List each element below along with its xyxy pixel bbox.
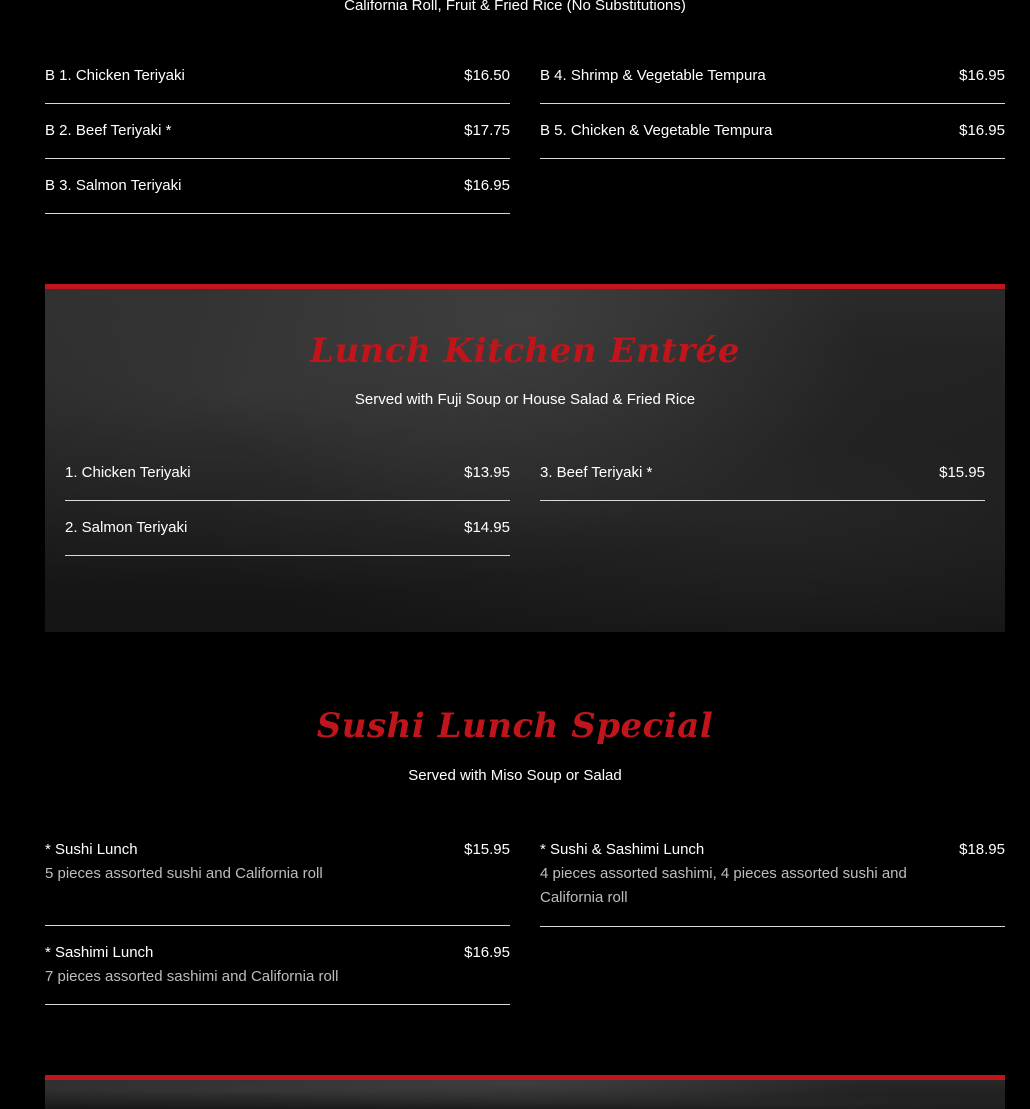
item-name: B 2. Beef Teriyaki * (45, 122, 172, 139)
item-name: B 3. Salmon Teriyaki (45, 177, 182, 194)
section-title: Sushi Lunch Special (316, 706, 714, 746)
sushi-lunch-left-column (45, 838, 510, 1005)
menu-item (65, 501, 510, 556)
item-description: 7 pieces assorted sashimi and California roll (45, 968, 339, 985)
menu-item (45, 64, 510, 104)
menu-item (45, 926, 510, 1005)
item-name: B 1. Chicken Teriyaki (45, 67, 185, 84)
combo-note: California Roll, Fruit & Fried Rice (No Substitutions) (344, 0, 686, 14)
section-subtitle: Served with Miso Soup or Salad (408, 767, 622, 784)
lunch-kitchen-right-column (540, 461, 985, 556)
item-name: * Sashimi Lunch (45, 944, 154, 961)
b-items-grid (45, 64, 1005, 214)
menu-item (540, 461, 985, 501)
sushi-lunch-grid (45, 838, 1005, 1005)
b-items-left-column (45, 64, 510, 214)
item-description: 4 pieces assorted sashimi, 4 pieces assorted sushi and California roll (540, 865, 907, 906)
menu-item (45, 104, 510, 159)
item-name: 2. Salmon Teriyaki (65, 519, 188, 536)
item-price: $16.95 (464, 944, 510, 961)
item-price: $14.95 (464, 519, 510, 536)
menu-item (540, 104, 1005, 159)
lunch-kitchen-section (45, 284, 1005, 632)
next-section-panel (45, 1075, 1005, 1109)
item-name: * Sushi & Sashimi Lunch (540, 841, 705, 858)
section-title: Lunch Kitchen Entrée (310, 331, 740, 371)
item-description: 5 pieces assorted sushi and California roll (45, 865, 323, 882)
lunch-kitchen-grid (65, 461, 985, 556)
menu-item (45, 159, 510, 214)
item-price: $13.95 (464, 464, 510, 481)
menu-item (45, 838, 510, 926)
menu-item (540, 838, 1005, 927)
item-price: $18.95 (959, 841, 1005, 858)
item-name: B 5. Chicken & Vegetable Tempura (540, 122, 773, 139)
menu-item (540, 64, 1005, 104)
item-name: * Sushi Lunch (45, 841, 138, 858)
item-price: $15.95 (939, 464, 985, 481)
item-price: $16.95 (959, 122, 1005, 139)
item-price: $17.75 (464, 122, 510, 139)
menu-item (65, 461, 510, 501)
section-subtitle: Served with Fuji Soup or House Salad & Fried Rice (354, 391, 696, 408)
item-price: $15.95 (464, 841, 510, 858)
item-name: 1. Chicken Teriyaki (65, 464, 191, 481)
item-price: $16.95 (959, 67, 1005, 84)
b-items-right-column (540, 64, 1005, 214)
item-name: 3. Beef Teriyaki * (540, 464, 653, 481)
lunch-kitchen-left-column (65, 461, 510, 556)
item-name: B 4. Shrimp & Vegetable Tempura (540, 67, 766, 84)
item-price: $16.95 (464, 177, 510, 194)
item-price: $16.50 (464, 67, 510, 84)
sushi-lunch-right-column (540, 838, 1005, 1005)
